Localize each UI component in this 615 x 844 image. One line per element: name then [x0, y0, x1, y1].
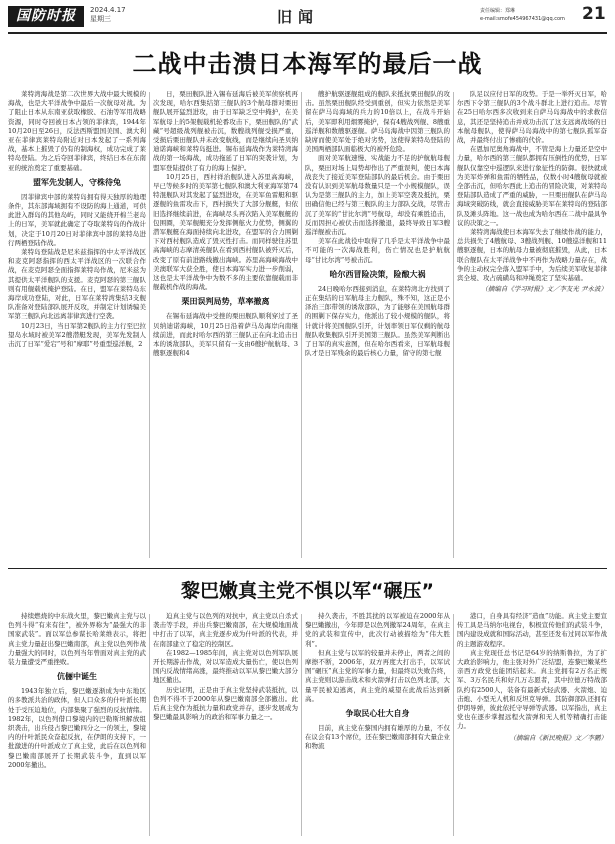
subheading: 哈尔西冒险决策，险酿大祸	[329, 269, 426, 279]
editor-name: 责任编辑：郑琳	[480, 8, 516, 14]
issue-date: 2024.4.17	[90, 6, 126, 14]
masthead	[0, 0, 615, 36]
article1-column-2	[153, 90, 298, 560]
issue-weekday: 星期三	[90, 15, 111, 23]
paragraph: 日，栗田舰队进入锡布延海后被美军侦察机再次发现，哈尔西集结第三舰队的3个航母群对栗田舰队展开猛烈进攻，由于日军缺乏空中掩护，在美军航母上的5架舰载机轮番攻击下，栗田舰队的“武藏”号超级战列舰被击沉，数艘战列舰受损严重，受损后栗田舰队并未改变航线，而是继续向圣贝纳迪诺海峡和莱特岛挺进。锡布延海战作为莱特湾海战的第一场海战，成功拖延了日军的突袭计划，为盟军登陆提供了有力的海上保护。	[153, 90, 298, 172]
paragraph: 队足以应付日军的攻势。于是一举歼灭日军，哈尔西下令第三舰队的3个战斗群北上进行追击。尽管在25日哈尔西多次收到来自萨马岛海战中的求救信息，其还是坚持追击并成功击沉了这支远离战场的日本航母舰队，使得萨马岛海战中的第七舰队孤军奋战，并最终付出了惨痛的代价。	[457, 90, 607, 145]
paragraph: 1943年独立后，黎巴嫩逐渐成为中东地区的多教派共治的政体，但人口众多的什叶派长期处于受压迫地位，内部集聚了强烈的反抗情绪。1982年，以色列借口黎境内的巴勒斯坦解放组织袭击，出兵侵占黎巴嫩四分之一的领土，黎境内的什叶派民众奋起反抗，在伊朗的支持下，一批激进的什叶派成立了真主党，此后在以色列和黎巴嫩南部展开了长期武装斗争，直到以军2000年撤出。	[8, 687, 146, 769]
paragraph: 持久袭击，不胜其扰的以军被迫在2000年从黎巴嫩撤出，今年即是以色列撤军24周年，在真主党的武装和宣传中，此次行动被描绘为“伟大胜利”。	[305, 612, 450, 648]
article-separator	[8, 568, 607, 569]
article1-column-4	[457, 90, 607, 560]
article2-column-2	[153, 612, 298, 838]
article1-column-3	[305, 90, 450, 560]
paragraph: 10月23日，当日军第2舰队的主力行至巴拉望岛水域时被美军2艘潜艇发现，美军先发制人击沉了日军“爱宕”号和“摩耶”号重型巡洋舰，2	[8, 321, 146, 349]
section-name: 旧闻	[277, 8, 320, 26]
subheading: 伉俪中诞生	[57, 672, 97, 682]
paragraph: 持续燃烧的中东战火里，黎巴嫩真主党与以色列斗得“有来有往”，被外界称为“最强大的非国家武装”。面以军总参谋长哈莱维表示，将把真主党力量赶出黎巴嫩南部，真主党以色列作战力量强大的同时，以色列当年曾面对真主党的武装力量遭受严重挫败。	[8, 612, 146, 667]
column-divider	[453, 92, 454, 558]
paragraph: 但真主党与以军的较量并未停止，两者之间的摩擦不断，2006年，双方再度大打出手，以军试图“碾压”真主党的军事力量，但最终以失败告终，真主党则以游击战术和火箭弹打击以色列北部，大量平民被迫逃离，真主党的威望在此战后达到新高。	[305, 648, 450, 703]
article2-column-3	[305, 612, 450, 838]
paragraph: 莱特湾海战使日本海军失去了继续作战的能力，总共损失了4艘航母、3艘战列舰、10艘巡洋舰和11艘驱逐舰，日本的航母力量被彻底摧毁，从此，日本联合舰队在太平洋战争中不再作为战略力量存在，战争的主动权完全落入盟军手中，为后续美军收复菲律宾全境、攻占硫磺岛和冲绳奠定了坚实基础。	[457, 228, 607, 283]
editor-email: e-mail:smofe454967431@qq.com	[480, 16, 565, 22]
column-divider	[301, 614, 302, 836]
paragraph: 港口，自身具有经济“造血”功能。真主党主要宣传工具是马纳尔电视台，积极宣传他们的武装斗争，国内建设成就和国际活动，甚至还发布过同以军作战的主题游戏程序。	[457, 612, 607, 648]
column-divider	[453, 614, 454, 836]
paragraph: 在恩加尼奥角海战中，不管是海上力量还是空中力量，哈尔西的第三舰队都拥有压倒性的优势，日军舰队仅靠空中巡逻队来进行象征性的防御。很快就成为美军炸弹和鱼雷的牺牲品，仅数小时4艘航母就被全部击沉，但哈尔西此上追击的冒险决策，对莱特岛登陆部队造成了严重的威胁，一旦栗田舰队在萨马岛海域突破防线，就会直接威胁美军在莱特岛的登陆部队及滩头阵地。这一战也成为哈尔西在二战中最具争议的决策之一。	[457, 145, 607, 227]
article2-column-1	[8, 612, 146, 838]
issue-date-block	[90, 6, 126, 24]
paragraph: 美军在此战役中取得了几乎是太平洋战争中最不可能的一次海战胜利，伤亡情况也是护航航母“甘比尔湾”号被击沉。	[305, 237, 450, 264]
paragraph: 迫真主党与以色列的对抗中，真主党以自杀式袭击等手段，并出兵黎巴嫩南部，在大规模地面战中打击了以军，真主党逐步成为什叶派的代表，并在南部建立了稳定的控制区。	[153, 612, 298, 648]
masthead-rule	[8, 32, 607, 34]
byline: （摘编自《新民晚报》文／李鹏）	[509, 733, 607, 742]
page-number: 21	[582, 4, 606, 24]
paragraph: 目前，真主党在黎国内拥有雄厚的力量，不仅在议会有13个席位，还在黎巴嫩南部拥有大量企业和物流	[305, 724, 450, 751]
paragraph: 艘护航驱逐舰组成的舰队来抵抗栗田舰队的攻击。虽然栗田舰队经受到重创，但实力依然是美军留在萨马岛海域的兵力的10倍以上，在战斗开始后，美军即利用烟雾掩护，保有4艘战列舰、8艘重巡洋舰和数艘驱逐舰。萨马岛海战中因第三舰队的缺席而使美军处于绝对劣势，这使得莱特岛登陆的美国两栖部队面临极大的被歼危险。	[305, 90, 450, 154]
paragraph: 莱特湾海战是第二次世界大战中最大规模的海战，也是大平洋战争中最后一次航母对战。为了阻止日本从东南亚获取橡胶、石油等军用战略资源，同时夺回被日本占领的菲律宾，1944年10月20日至26日，反法西斯盟国美国、澳大利亚在菲律宾莱特岛附近对日本发起了一系列海战，基本上摧毁了仍有的制海权，成功完成了莱特岛登陆。为之后夺回菲律宾，终结日本在东南亚的统治奠定了重要基础。	[8, 90, 146, 172]
article2-column-4	[457, 612, 607, 838]
subheading: 盟军先发制人，守株待兔	[33, 177, 121, 187]
paragraph: 面对美军航速慢、实战能力不足的护航航母舰队，栗田对场上局势却作出了严重误判，使日本海战丧失了接近美军登陆部队的最后机会。由于栗田没有认识到美军航母数量只是一个小规模舰队，误认为是第三舰队的主力，加上美军空袭及抵抗，栗田确信他已经与第三舰队的主力部队交战，尽管击沉了美军的“甘比尔湾”号航母，却没有乘胜追击，反而因担心被伏击而选择撤退，最终导致日军3艘巡洋舰被击沉。	[305, 154, 450, 237]
column-divider	[301, 92, 302, 558]
article1-column-1	[8, 90, 146, 560]
paragraph: 在1982—1985年间，真主党对以色列军队展开长期游击作战，对以军造成大量伤亡，使以色列国内反战情绪高涨，最终推动以军从黎巴嫩大部分地区撤出。	[153, 648, 298, 685]
paragraph: 在锡布延海战中受挫的栗田舰队顺利穿过了圣贝纳迪诺海峡，10月25日沿着萨马岛海岸向南继续前进，而此时哈尔西的第三舰队正在向北追击日本的诱敌部队，美军只留有一支由6艘护航航母、3艘驱逐舰和4	[153, 312, 298, 358]
column-divider	[149, 614, 150, 836]
subheading: 争取民心壮大自身	[345, 709, 410, 719]
editor-block	[480, 7, 582, 23]
article2-headline: 黎巴嫩真主党不惧以军“碾压”	[181, 580, 434, 602]
paragraph: 真主党现任总书记是64岁的纳斯鲁拉，为了扩大政治影响力，他主张对外广泛结盟，连黎巴嫩某些亲西方政党也能团结起来。真主党拥有2万名正规军、3万名民兵和好几万志愿者，其中拉德万特战部队约有2500人，装备有最新式轻武器、火箭炮、迫击炮、小型无人机和反坦克导弹。其防御部队还拥有伊朗导弹，彼此依托守导弹等武器。以军指出，真主党也在逐步掌握远程火箭弹和无人机等精确打击能力。	[457, 648, 607, 731]
byline: （摘编自《学习时报》文／李友光 尹永波）	[481, 285, 607, 294]
subheading: 栗田误判局势，草率撤离	[181, 297, 270, 307]
newspaper-logo: 国防时报	[8, 6, 84, 27]
paragraph: 历史证明，正是由于真主党坚持武装抵抗，以色列不得不于2000年从黎巴嫩南部全部撤出。此后真主党作为抵抗力量和政党并存，逐步发展成为黎巴嫩最具影响力的政治和军事力量之一。	[153, 685, 298, 722]
paragraph: 莱特岛登陆战是尼米兹指挥的中太平洋战区和麦克阿瑟指挥的西太平洋战区的一次联合作战，在麦克阿瑟全面指挥莱特岛作战，尼米兹为其提供太平洋舰队的支援。麦克阿瑟的第三舰队则有用舰载机掩护登陆。在日，盟军在莱特岛东海岸成功登陆，对此，日军在莱特湾集结3支舰队准备对登陆部队展开反攻，并制定计划诱骗美军第三舰队向北远离菲律宾进行空袭。	[8, 248, 146, 321]
article1-headline: 二战中击溃日本海军的最后一战	[132, 50, 483, 78]
paragraph: 24日晚哈尔西接到消息，在莱特湾北方找到了正在集结的日军航母主力舰队，殊不知，这正是小泽治三郎带领的诱敌部队，为了能够在美国航母群的围剿下保存实力，他派出了较小规模的舰队，将计就计将美国舰队引开，计划率领日军仅剩的航母舰队收集舰队引开美国第三舰队。虽然美军判断出了日军的真实意图，但在哈尔西看来，日军航母舰队才是日军残余的最后核心力量，留守的第七舰	[305, 284, 450, 358]
paragraph: 10月25日，西村祥治舰队进入苏里高海峡，早已等候多时的美军第七舰队和澳大利亚海军第74特混舰队对其发起了猛烈进攻，在美军鱼雷艇和驱逐舰的鱼雷攻击下，西村损失了大部分舰艇，但依旧选择继续前进，在海峡尽头再次陷入美军舰艇的包围圈，美军舰艇充分发挥侧舷火力优势，侧翼的潜军舰艇在海面持续向北进攻，在盟军的合力围剿下对西村舰队造成了毁灭性打击。而同样驶往苏里高海峡的志摩清英舰队在看到西村舰队被歼灭后，改变了原有前进路线撤出海峡。苏里高海峡海战中美澳联军大获全胜，使日本海军实力进一步削弱，这也是太平洋战争中为数不多的主要依靠舰载而非舰载机作战的海战。	[153, 172, 298, 292]
paragraph: 因菲律宾中部的莱特岛拥有得天独厚的地理条件，其东部海域拥有不设防的海上通道，可供此进入群岛的其他岛屿，同时又能绕开棉兰老岛上的日军，美军就此确定了夺取莱特岛的作战计划，决定于10月20日对菲律宾中部的莱特岛进行两栖登陆作战。	[8, 192, 146, 247]
column-divider	[149, 92, 150, 558]
